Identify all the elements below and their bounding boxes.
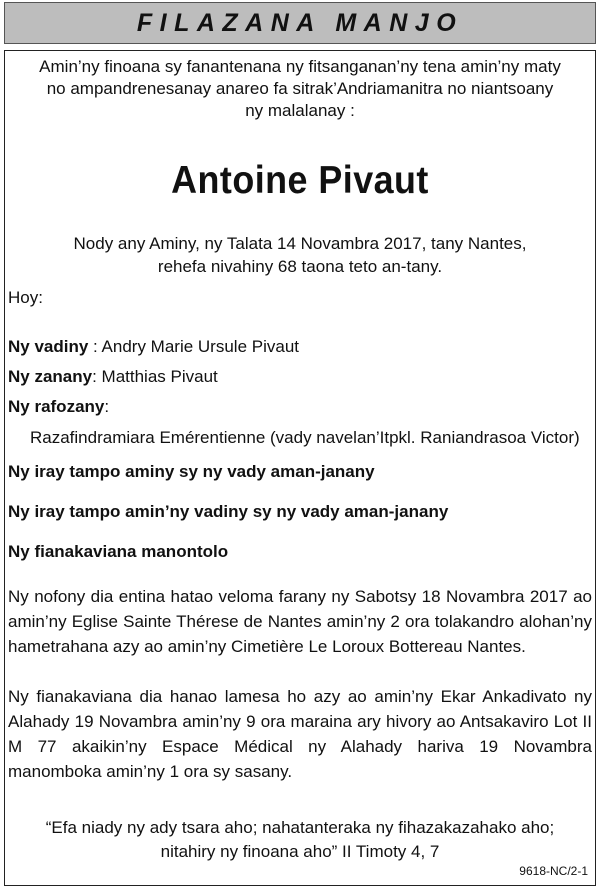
wife-label: Ny vadiny bbox=[8, 337, 89, 356]
reference-code: 9618-NC/2-1 bbox=[519, 864, 588, 878]
family-row-wife bbox=[8, 332, 592, 362]
bible-quote bbox=[8, 816, 592, 864]
children-label: Ny zanany bbox=[8, 367, 93, 386]
children-value: : Matthias Pivaut bbox=[92, 367, 218, 386]
siblings-label: Ny rafozany bbox=[8, 397, 105, 416]
death-info-line-1: Nody any Aminy, ny Talata 14 Novambra 2017, tany Nantes, bbox=[73, 234, 527, 253]
family-row-children bbox=[8, 362, 592, 392]
intro-line-3: ny malalanay : bbox=[245, 101, 355, 120]
intro-line-1: Amin’ny finoana sy fanantenana ny fitsanganan’ny tena amin’ny maty bbox=[39, 57, 561, 76]
deceased-name: Antoine Pivaut bbox=[171, 159, 429, 202]
mass-paragraph: Ny fianakaviana dia hanao lamesa ho azy ao amin’ny Ekar Ankadivato ny Alahady 19 Novambra amin’ny 9 ora maraina ary hivory ao Antsakaviro Lot II M 77 akaikin’ny Espace Médical ny Alahady hariva 19 Novambra manomboka amin’ny 1 ora sy sasany. bbox=[8, 687, 592, 781]
death-info bbox=[8, 232, 592, 278]
relatives-line-2: Ny iray tampo amin’ny vadiny sy ny vady aman-janany bbox=[8, 502, 449, 521]
wife-value: : Andry Marie Ursule Pivaut bbox=[88, 337, 300, 356]
header-bar bbox=[4, 2, 596, 44]
siblings-name: Razafindramiara Emérentienne (vady navelan’Itpkl. Raniandrasoa Victor) bbox=[30, 428, 580, 447]
intro-block bbox=[8, 56, 592, 122]
obituary-content bbox=[8, 56, 592, 861]
siblings-value: : bbox=[104, 397, 110, 416]
intro-line-2: no ampandrenesanay anareo fa sitrak’Andriamanitra no niantsoany bbox=[46, 79, 554, 98]
quote-line-1: “Efa niady ny ady tsara aho; nahatanteraka ny fihazakazahako aho; bbox=[45, 818, 555, 837]
relatives-line-3: Ny fianakaviana manontolo bbox=[8, 542, 229, 561]
header-title: FILAZANA MANJO bbox=[136, 8, 464, 37]
family-row-siblings bbox=[8, 392, 592, 422]
family-list bbox=[8, 332, 592, 454]
relatives-line-1: Ny iray tampo aminy sy ny vady aman-janany bbox=[8, 462, 375, 481]
funeral-paragraph: Ny nofony dia entina hatao veloma farany ny Sabotsy 18 Novambra 2017 ao amin’ny Eglise Sainte Thérese de Nantes amin’ny 2 ora tolakandro alohan’ny hametrahana azy ao amin’ny Cimetière Le Loroux Bottereau Nantes. bbox=[8, 587, 592, 656]
hoy-label: Hoy: bbox=[8, 288, 43, 307]
death-info-line-2: rehefa nivahiny 68 taona teto an-tany. bbox=[157, 257, 443, 276]
quote-line-2: nitahiry ny finoana aho” II Timoty 4, 7 bbox=[160, 842, 440, 861]
